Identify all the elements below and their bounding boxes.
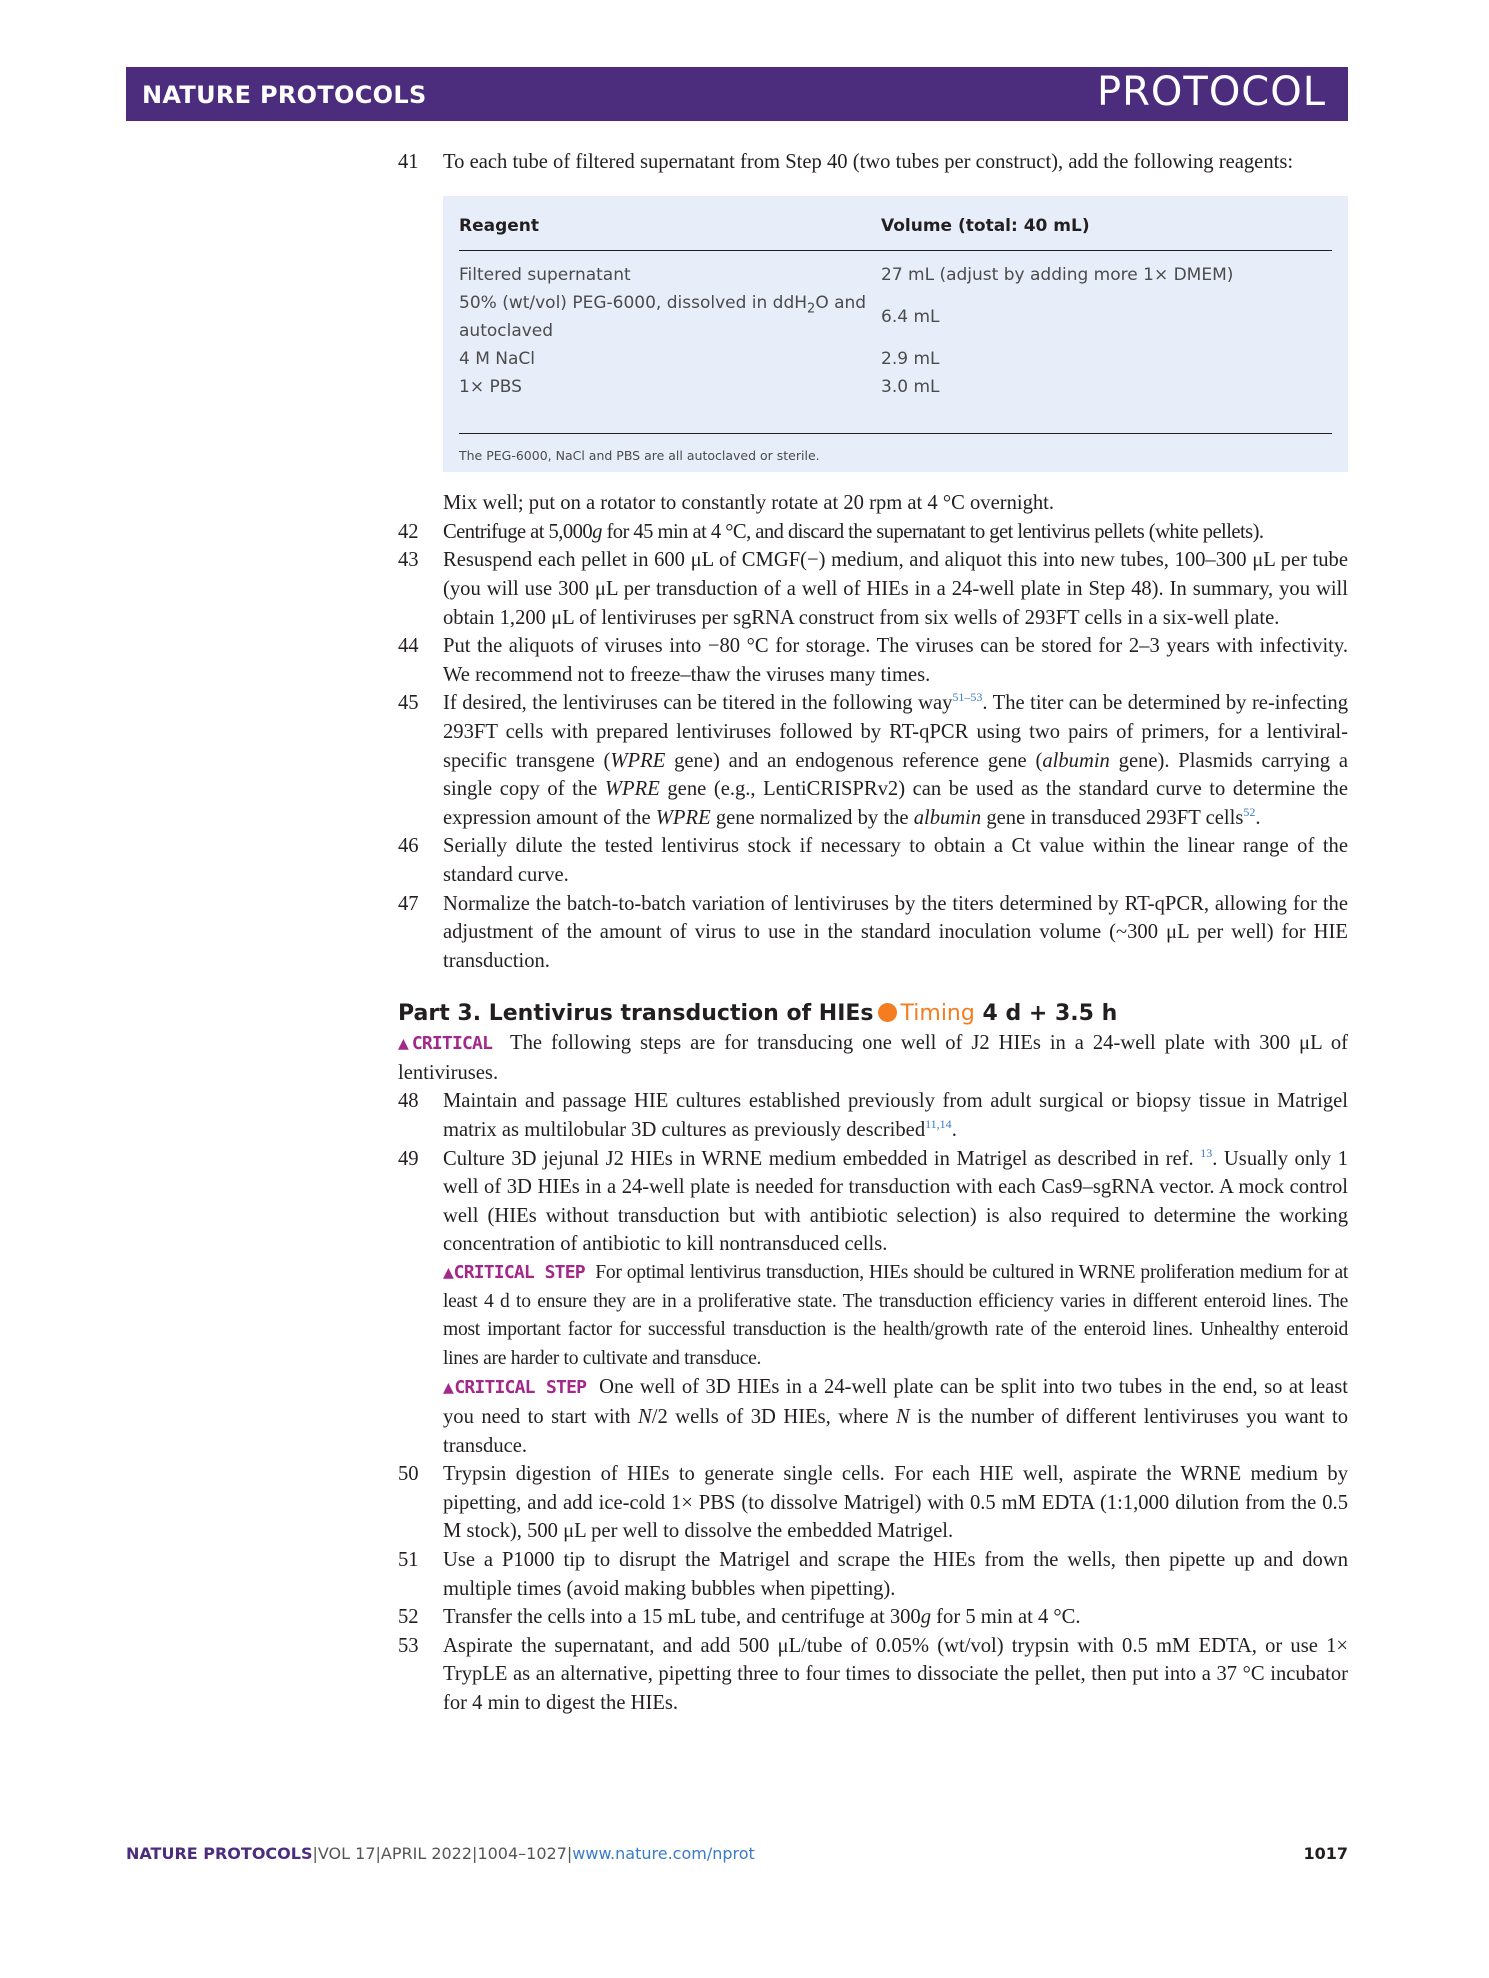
page-number: 1017 bbox=[1303, 1844, 1348, 1863]
step-text: Transfer the cells into a 15 mL tube, and centrifuge at 300g for 5 min at 4 °C. bbox=[443, 1606, 1081, 1629]
step-text: To each tube of filtered supernatant from Step 40 (two tubes per construct), add the following reagents: bbox=[443, 151, 1294, 173]
section-heading: Part 3. Lentivirus transduction of HIEs Timing 4 d + 3.5 h bbox=[398, 1001, 1118, 1027]
journal-name: NATURE PROTOCOLS bbox=[142, 81, 427, 109]
article-type: PROTOCOL bbox=[1096, 69, 1326, 115]
step-41 bbox=[398, 148, 1348, 177]
citation-link[interactable]: 11,14 bbox=[925, 1117, 952, 1132]
table-footnote: The PEG-6000, NaCl and PBS are all autoclaved or sterile. bbox=[459, 448, 820, 464]
col-header-reagent: Reagent bbox=[459, 210, 879, 251]
step-text: Put the aliquots of viruses into −80 °C for storage. The viruses can be stored for 2–3 years with infectivity. We recommend not to freeze–thaw the viruses many times. bbox=[443, 635, 1348, 686]
cell-reagent: 1× PBS bbox=[459, 373, 879, 434]
step-text: If desired, the lentiviruses can be titered in the following way$^{51-53}$. The titer can be determined by re-infecting 293FT cells with prepared lentiviruses followed by RT-qPCR using two pairs of primers, for a lentiviral-specific transgene (WPRE gene) and an endogenous reference gene (albumin gene). Plasmids carrying a single copy of the WPRE gene (e.g., LentiCRISPRv2) can be used as the standard curve to determine the expression amount of the WPRE gene normalized by the albumin gene in transduced 293FT cells$^{52}$. bbox=[443, 690, 1348, 829]
critical-step-label: ▲CRITICAL STEP bbox=[443, 1377, 587, 1399]
step-number: 45 bbox=[398, 692, 419, 715]
step-49 bbox=[398, 1145, 1348, 1461]
table-row bbox=[459, 289, 1332, 345]
step-text: Resuspend each pellet in 600 μL of CMGF(−) medium, and aliquot this into new tubes, 100–300 μL per tube (you will use 300 μL per transduction of a well of HIEs in a 24-well plate in Step 48). In summary, you will obtain 1,200 μL of lentiviruses per sgRNA construct from six wells of 293FT cells in a six-well plate. bbox=[443, 549, 1348, 629]
critical-label: ▲CRITICAL bbox=[398, 1033, 493, 1055]
step-text: Normalize the batch-to-batch variation of lentiviruses by the titers determined by RT-qPCR, allowing for the adjustment of the amount of virus to use in the standard inoculation volume (~300 μL per well) for HIE transduction. bbox=[443, 892, 1348, 972]
step-number: 51 bbox=[398, 1548, 419, 1571]
step-text: Trypsin digestion of HIEs to generate single cells. For each HIE well, aspirate the WRNE medium by pipetting, and add ice-cold 1× PBS (to dissolve Matrigel) with 0.5 mM EDTA (1:1,000 dilution from the 0.5 M stock), 500 μL per well to dissolve the embedded Matrigel. bbox=[443, 1463, 1348, 1543]
timing-label: Timing bbox=[900, 1001, 975, 1027]
cell-volume: 3.0 mL bbox=[879, 373, 1332, 434]
critical-step-note: ▲CRITICAL STEP For optimal lentivirus transduction, HIEs should be cultured in WRNE proliferation medium for at least 4 d to ensure they are in a proliferative state. The transduction efficiency varies in different enteroid lines. The most important factor for successful transduction is the health/growth rate of the enteroid lines. Unhealthy enteroid lines are harder to cultivate and transduce. bbox=[443, 1262, 1348, 1369]
step-number: 42 bbox=[398, 520, 419, 543]
reagent-table bbox=[443, 196, 1348, 473]
step-number: 52 bbox=[398, 1606, 419, 1629]
step-number: 53 bbox=[398, 1634, 419, 1657]
step-number: 44 bbox=[398, 635, 419, 658]
footer-citation: NATURE PROTOCOLS|VOL 17|APRIL 2022|1004–1027|www.nature.com/nprot bbox=[126, 1844, 755, 1863]
cell-reagent: Filtered supernatant bbox=[459, 265, 631, 286]
col-header-volume: Volume (total: 40 mL) bbox=[879, 210, 1332, 251]
step-text: Culture 3D jejunal J2 HIEs in WRNE medium embedded in Matrigel as described in ref. $^{13}$. Usually only 1 well of 3D HIEs in a 24-well plate is needed for transduction with each Cas9–sgRNA vector. A mock control well (HIEs without transduction but with antibiotic selection) is also required to determine the working concentration of antibiotic to kill nontransduced cells. bbox=[443, 1145, 1348, 1256]
step-number: 43 bbox=[398, 549, 419, 572]
citation-link[interactable]: 52 bbox=[1243, 804, 1256, 819]
step-43 bbox=[398, 546, 1348, 632]
step-52 bbox=[398, 1603, 1348, 1632]
step-51 bbox=[398, 1546, 1348, 1603]
header-banner bbox=[126, 67, 1348, 121]
cell-reagent: 4 M NaCl bbox=[459, 349, 536, 370]
journal-url-link[interactable]: www.nature.com/nprot bbox=[572, 1844, 755, 1863]
cell-volume: 2.9 mL bbox=[881, 349, 940, 370]
step-41-continued: Mix well; put on a rotator to constantly rotate at 20 rpm at 4 °C overnight. bbox=[443, 492, 1055, 515]
cell-reagent: 50% (wt/vol) PEG-6000, dissolved in ddH$_2$O and autoclaved bbox=[459, 293, 867, 342]
main-content bbox=[398, 148, 1348, 1718]
critical-step-note: ▲CRITICAL STEP One well of 3D HIEs in a 24-well plate can be split into two tubes in the end, so at least you need to start with N/2 wells of 3D HIEs, where N is the number of different lentiviruses you want to transduce. bbox=[443, 1376, 1348, 1457]
step-text: Serially dilute the tested lentivirus stock if necessary to obtain a Ct value within the linear range of the standard curve. bbox=[443, 835, 1348, 886]
step-text: Maintain and passage HIE cultures established previously from adult surgical or biopsy tissue in Matrigel matrix as multilobular 3D cultures as previously described$^{11,14}$. bbox=[443, 1090, 1348, 1142]
citation-link[interactable]: 13 bbox=[1200, 1145, 1213, 1160]
step-number: 48 bbox=[398, 1090, 419, 1113]
step-44 bbox=[398, 632, 1348, 689]
footer bbox=[126, 1844, 1348, 1863]
step-number: 47 bbox=[398, 892, 419, 915]
table-row bbox=[459, 345, 1332, 373]
step-text: Use a P1000 tip to disrupt the Matrigel and scrape the HIEs from the wells, then pipette up and down multiple times (avoid making bubbles when pipetting). bbox=[443, 1548, 1348, 1600]
step-48 bbox=[398, 1087, 1348, 1144]
step-number: 49 bbox=[398, 1147, 419, 1170]
citation-link[interactable]: 51–53 bbox=[952, 690, 983, 705]
step-text: Aspirate the supernatant, and add 500 μL/tube of 0.05% (wt/vol) trypsin with 0.5 mM EDTA, or use 1× TrypLE as an alternative, pipetting three to four times to dissociate the pellet, then put into a 37 °C incubator for 4 min to digest the HIEs. bbox=[443, 1634, 1348, 1714]
table-row bbox=[459, 373, 1332, 434]
step-number: 50 bbox=[398, 1463, 419, 1486]
step-45 bbox=[398, 689, 1348, 832]
step-47 bbox=[398, 890, 1348, 976]
critical-step-label: ▲CRITICAL STEP bbox=[443, 1262, 585, 1284]
step-53 bbox=[398, 1632, 1348, 1718]
cell-volume: 6.4 mL bbox=[881, 307, 940, 328]
step-text: Centrifuge at 5,000g for 45 min at 4 °C, and discard the supernatant to get lentivirus pellets (white pellets). bbox=[443, 520, 1264, 543]
table-row bbox=[459, 251, 1332, 290]
timing-dot-icon bbox=[878, 1003, 897, 1022]
step-number: 41 bbox=[398, 151, 419, 173]
cell-volume: 27 mL (adjust by adding more 1× DMEM) bbox=[881, 265, 1234, 286]
step-42 bbox=[398, 518, 1348, 547]
step-50 bbox=[398, 1460, 1348, 1546]
step-number: 46 bbox=[398, 835, 419, 858]
timing-value: 4 d + 3.5 h bbox=[982, 1001, 1118, 1027]
step-46 bbox=[398, 832, 1348, 889]
critical-note: ▲CRITICAL The following steps are for transducing one well of J2 HIEs in a 24-well plate with 300 μL of lentiviruses. bbox=[398, 1032, 1348, 1084]
